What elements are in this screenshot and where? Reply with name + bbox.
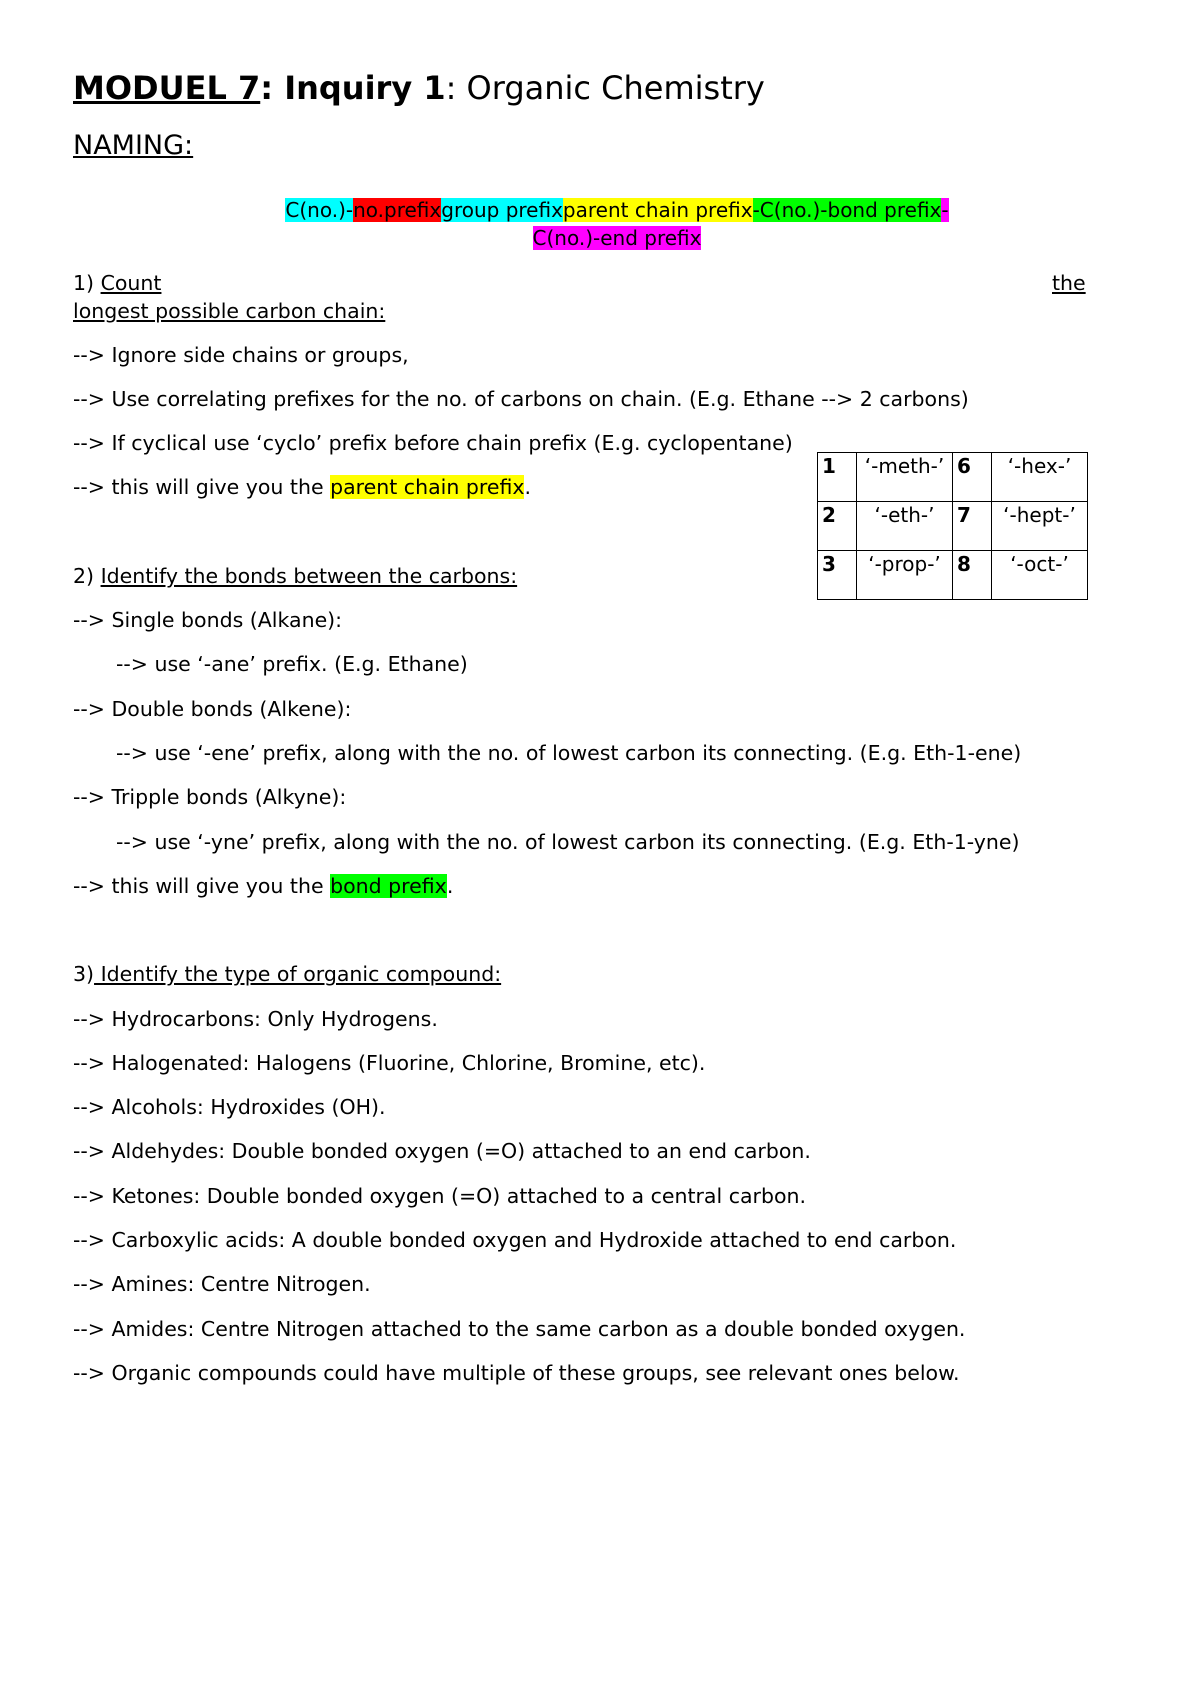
step2-line: --> use ‘-ene’ prefix, along with the no. of lowest carbon its connecting. (E.g. Eth-1-ene) xyxy=(116,741,1022,765)
step3-line: --> Organic compounds could have multiple of these groups, see relevant ones below. xyxy=(73,1361,960,1385)
formula-group-prefix: group prefix xyxy=(441,198,563,222)
step2-heading: 2) Identify the bonds between the carbons: xyxy=(73,564,518,588)
formula-dash: - xyxy=(941,198,949,222)
step1-result: --> this will give you the parent chain prefix. xyxy=(73,475,532,499)
step2-line: --> Single bonds (Alkane): xyxy=(73,608,343,632)
step3-line: --> Ketones: Double bonded oxygen (=O) attached to a central carbon. xyxy=(73,1184,807,1208)
step2-line: --> use ‘-ane’ prefix. (E.g. Ethane) xyxy=(116,652,468,676)
step3-line: --> Hydrocarbons: Only Hydrogens. xyxy=(73,1007,438,1031)
step3-line: --> Halogenated: Halogens (Fluorine, Chlorine, Bromine, etc). xyxy=(73,1051,706,1075)
step3-line: --> Amines: Centre Nitrogen. xyxy=(73,1272,371,1296)
formula-c-no: C(no.)- xyxy=(285,198,354,222)
module-label: MODUEL 7 xyxy=(73,69,261,107)
inquiry-label: Inquiry 1 xyxy=(284,69,446,107)
formula-bond-prefix: -C(no.)-bond prefix xyxy=(752,198,942,222)
carbon-prefix-table xyxy=(817,452,1088,600)
parent-chain-prefix-highlight: parent chain prefix xyxy=(330,475,525,499)
document-title: MODUEL 7: Inquiry 1: Organic Chemistry xyxy=(73,69,765,107)
naming-formula-line-1 xyxy=(0,197,1200,223)
step2-result: --> this will give you the bond prefix. xyxy=(73,874,454,898)
step3-heading: 3) Identify the type of organic compound: xyxy=(73,962,502,986)
bond-prefix-highlight: bond prefix xyxy=(330,874,447,898)
step2-line: --> Double bonds (Alkene): xyxy=(73,697,352,721)
step3-line: --> Amides: Centre Nitrogen attached to the same carbon as a double bonded oxygen. xyxy=(73,1317,966,1341)
step3-line: --> Alcohols: Hydroxides (OH). xyxy=(73,1095,386,1119)
formula-end-prefix: C(no.)-end prefix xyxy=(532,226,702,250)
step1-line: --> If cyclical use ‘cyclo’ prefix before chain prefix (E.g. cyclopentane) xyxy=(73,431,793,455)
table-row: 1 ‘-meth-’ 6 ‘-hex-’ xyxy=(818,453,1088,502)
step1-line: --> Ignore side chains or groups, xyxy=(73,343,409,367)
step1-line: --> Use correlating prefixes for the no. of carbons on chain. (E.g. Ethane --> 2 carbons) xyxy=(73,387,969,411)
naming-formula-line-2 xyxy=(0,225,1200,251)
table-row: 3 ‘-prop-’ 8 ‘-oct-’ xyxy=(818,551,1088,600)
topic-label: Organic Chemistry xyxy=(466,69,765,107)
table-row: 2 ‘-eth-’ 7 ‘-hept-’ xyxy=(818,502,1088,551)
step3-line: --> Aldehydes: Double bonded oxygen (=O) attached to an end carbon. xyxy=(73,1139,811,1163)
naming-heading: NAMING: xyxy=(73,130,194,161)
step1-heading-word: the xyxy=(1052,271,1086,295)
step1-heading-cont: longest possible carbon chain: xyxy=(73,299,386,323)
step1-heading: 1) Count xyxy=(73,271,162,295)
formula-parent-chain-prefix: parent chain prefix xyxy=(562,198,753,222)
step3-line: --> Carboxylic acids: A double bonded oxygen and Hydroxide attached to end carbon. xyxy=(73,1228,957,1252)
step2-line: --> Tripple bonds (Alkyne): xyxy=(73,785,347,809)
formula-no-prefix: no.prefix xyxy=(353,198,442,222)
step2-line: --> use ‘-yne’ prefix, along with the no. of lowest carbon its connecting. (E.g. Eth-1-yne) xyxy=(116,830,1020,854)
